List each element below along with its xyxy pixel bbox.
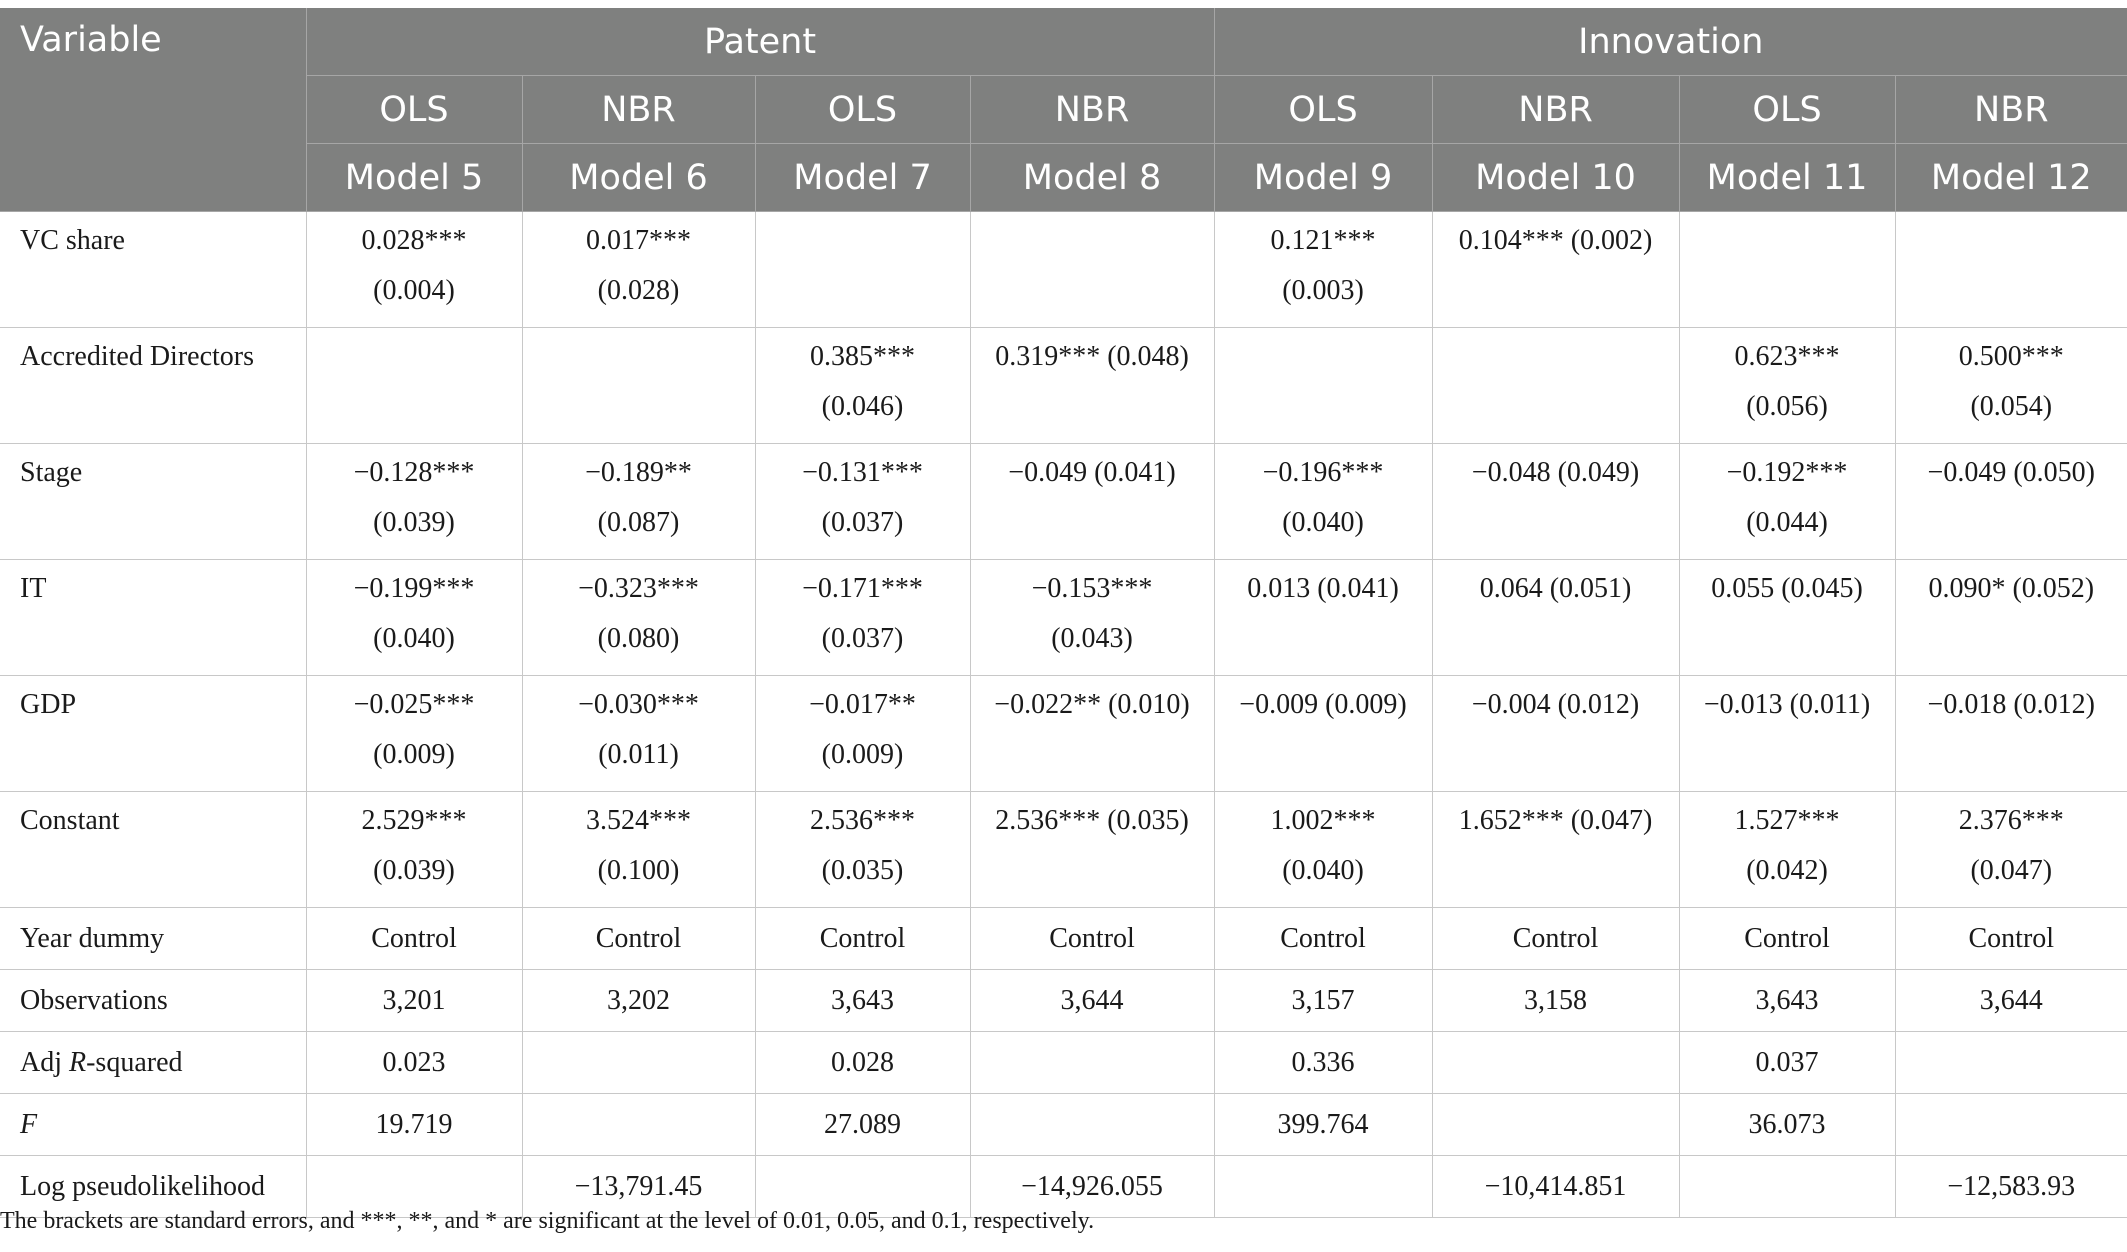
standard-error-value: (0.040): [1282, 507, 1364, 538]
coefficient-value: −0.049 (0.050): [1927, 457, 2095, 488]
coefficient-value: 1.527***: [1734, 805, 1840, 836]
model-header: Model 9: [1214, 144, 1432, 212]
table-cell: [1432, 676, 1679, 792]
row-label: Constant: [0, 792, 306, 908]
coefficient-value: −0.323***: [578, 573, 699, 604]
table-cell: [755, 444, 970, 560]
table-cell: [1432, 212, 1679, 328]
table-row: [0, 970, 2127, 1032]
coefficient-value: 2.536***: [810, 805, 915, 836]
coefficient-value: −0.049 (0.041): [1008, 457, 1176, 488]
row-label-italic: R: [69, 1046, 87, 1078]
table-cell: 3,201: [306, 970, 522, 1032]
table-cell: [1679, 560, 1895, 676]
coefficient-value: −0.196***: [1262, 457, 1384, 488]
standard-error-value: (0.100): [597, 855, 680, 886]
variable-header: Variable: [0, 8, 306, 212]
table-cell: [1214, 560, 1432, 676]
table-cell: [306, 444, 522, 560]
standard-error-value: (0.011): [598, 739, 679, 770]
coefficient-value: −0.030***: [578, 689, 699, 720]
coefficient-value: 0.055 (0.045): [1711, 573, 1863, 604]
coefficient-value: 0.013 (0.041): [1247, 573, 1399, 604]
table-row: [0, 560, 2127, 676]
table-cell: [1895, 792, 2127, 908]
method-header: NBR: [522, 76, 755, 144]
method-header: NBR: [1895, 76, 2127, 144]
table-cell: [522, 792, 755, 908]
standard-error-value: (0.040): [373, 623, 455, 654]
table-cell: [306, 212, 522, 328]
table-cell: 19.719: [306, 1094, 522, 1156]
row-label: GDP: [0, 676, 306, 792]
standard-error-value: (0.009): [821, 739, 904, 770]
standard-error-value: (0.047): [1970, 855, 2053, 886]
coefficient-value: 0.121***: [1270, 225, 1376, 256]
table-cell: [1895, 212, 2127, 328]
table-cell: 3,202: [522, 970, 755, 1032]
coefficient-value: 1.002***: [1270, 805, 1376, 836]
coefficient-value: −0.013 (0.011): [1703, 689, 1871, 720]
coefficient-value: −0.171***: [802, 573, 923, 604]
standard-error-value: (0.080): [597, 623, 680, 654]
table-cell: [1214, 444, 1432, 560]
coefficient-value: −0.131***: [802, 457, 923, 488]
method-header: NBR: [1432, 76, 1679, 144]
table-cell: [522, 1032, 755, 1094]
row-label: Accredited Directors: [0, 328, 306, 444]
row-label: Year dummy: [0, 908, 306, 970]
table-cell: 27.089: [755, 1094, 970, 1156]
coefficient-value: −0.189**: [585, 457, 692, 488]
table-header: [0, 8, 2127, 212]
model-header: Model 10: [1432, 144, 1679, 212]
table-cell: [522, 444, 755, 560]
row-label: IT: [0, 560, 306, 676]
standard-error-value: (0.037): [821, 507, 904, 538]
table-cell: 399.764: [1214, 1094, 1432, 1156]
model-header: Model 5: [306, 144, 522, 212]
table-cell: 3,157: [1214, 970, 1432, 1032]
table-cell: Control: [522, 908, 755, 970]
coefficient-value: −0.009 (0.009): [1239, 689, 1407, 720]
coefficient-value: 0.385***: [810, 341, 915, 372]
table-cell: 0.023: [306, 1032, 522, 1094]
standard-error-value: (0.043): [1051, 623, 1133, 654]
table-cell: [1895, 560, 2127, 676]
coefficient-value: −0.048 (0.049): [1471, 457, 1640, 488]
group-header-innovation: Innovation: [1214, 8, 2127, 76]
coefficient-value: −0.017**: [809, 689, 916, 720]
table-cell: [522, 1094, 755, 1156]
table-cell: −10,414.851: [1432, 1156, 1679, 1218]
model-header: Model 7: [755, 144, 970, 212]
row-label-part: -squared: [86, 1046, 183, 1078]
standard-error-value: (0.037): [821, 623, 904, 654]
table-cell: −14,926.055: [970, 1156, 1214, 1218]
coefficient-value: 0.028***: [361, 225, 467, 256]
table-cell: [970, 792, 1214, 908]
table-cell: Control: [755, 908, 970, 970]
coefficient-value: −0.025***: [353, 689, 475, 720]
table-row: [0, 676, 2127, 792]
table-cell: [306, 560, 522, 676]
table-cell: [1432, 1094, 1679, 1156]
table-cell: [1895, 676, 2127, 792]
row-label: VC share: [0, 212, 306, 328]
table-cell: [1432, 792, 1679, 908]
table-cell: 0.037: [1679, 1032, 1895, 1094]
standard-error-value: (0.009): [373, 739, 455, 770]
table-cell: [1895, 328, 2127, 444]
table-cell: 36.073: [1679, 1094, 1895, 1156]
table-cell: [522, 560, 755, 676]
table-cell: [970, 560, 1214, 676]
group-header-patent: Patent: [306, 8, 1214, 76]
coefficient-value: −0.128***: [353, 457, 475, 488]
coefficient-value: 2.529***: [361, 805, 467, 836]
table-cell: [1432, 444, 1679, 560]
coefficient-value: 0.500***: [1958, 341, 2064, 372]
row-label: [0, 1094, 306, 1156]
table-cell: [1214, 328, 1432, 444]
table-footnote: The brackets are standard errors, and ***, **, and * are significant at the level of 0.01, 0.05, and 0.1, respectively.: [0, 1208, 1095, 1234]
standard-error-value: (0.039): [373, 507, 455, 538]
table-cell: [1679, 676, 1895, 792]
row-label: [0, 1032, 306, 1094]
table-cell: [1214, 212, 1432, 328]
table-cell: Control: [306, 908, 522, 970]
standard-error-value: (0.054): [1970, 391, 2053, 422]
table-cell: −12,583.93: [1895, 1156, 2127, 1218]
table-cell: −13,791.45: [522, 1156, 755, 1218]
table-row: [0, 328, 2127, 444]
standard-error-value: (0.087): [597, 507, 680, 538]
table-cell: [1432, 328, 1679, 444]
standard-error-value: (0.040): [1282, 855, 1364, 886]
table-cell: [970, 444, 1214, 560]
method-header: OLS: [1214, 76, 1432, 144]
table-cell: 3,158: [1432, 970, 1679, 1032]
method-header: OLS: [755, 76, 970, 144]
table-cell: 3,644: [1895, 970, 2127, 1032]
table-cell: [522, 328, 755, 444]
table-cell: [1679, 792, 1895, 908]
coefficient-value: 0.090* (0.052): [1928, 573, 2095, 604]
table-cell: [306, 676, 522, 792]
table-cell: [1895, 1094, 2127, 1156]
coefficient-value: 3.524***: [586, 805, 691, 836]
table-cell: [306, 792, 522, 908]
table-cell: [522, 676, 755, 792]
table-cell: [970, 676, 1214, 792]
standard-error-value: (0.046): [821, 391, 904, 422]
table-cell: [306, 328, 522, 444]
row-label: Log pseudolikelihood: [0, 1156, 306, 1218]
table-cell: [1432, 1032, 1679, 1094]
coefficient-value: −0.018 (0.012): [1927, 689, 2095, 720]
table-cell: [755, 212, 970, 328]
standard-error-value: (0.039): [373, 855, 455, 886]
table-row: [0, 1094, 2127, 1156]
coefficient-value: −0.004 (0.012): [1471, 689, 1640, 720]
coefficient-value: −0.022** (0.010): [994, 689, 1190, 720]
table-cell: Control: [970, 908, 1214, 970]
table-cell: [1679, 328, 1895, 444]
table-cell: [755, 792, 970, 908]
table-cell: [1895, 1032, 2127, 1094]
row-label-part: Adj: [20, 1046, 69, 1078]
row-label-italic: F: [20, 1108, 38, 1140]
row-label: Observations: [0, 970, 306, 1032]
regression-table: [0, 8, 2127, 1218]
table-cell: [1214, 792, 1432, 908]
coefficient-value: 2.536*** (0.035): [995, 805, 1189, 836]
table-cell: Control: [1432, 908, 1679, 970]
table-cell: [755, 560, 970, 676]
table-cell: 0.028: [755, 1032, 970, 1094]
table-cell: Control: [1895, 908, 2127, 970]
standard-error-value: (0.056): [1746, 391, 1828, 422]
model-header: Model 12: [1895, 144, 2127, 212]
coefficient-value: 2.376***: [1958, 805, 2064, 836]
table-row: [0, 1032, 2127, 1094]
coefficient-value: 0.104*** (0.002): [1458, 225, 1653, 256]
coefficient-value: −0.199***: [353, 573, 475, 604]
table-cell: [970, 328, 1214, 444]
table-cell: Control: [1214, 908, 1432, 970]
table-body: [0, 212, 2127, 1218]
table-cell: 3,643: [1679, 970, 1895, 1032]
table-cell: [755, 328, 970, 444]
table-row: [0, 908, 2127, 970]
table-cell: 0.336: [1214, 1032, 1432, 1094]
method-header: OLS: [306, 76, 522, 144]
table-cell: [1679, 444, 1895, 560]
model-header: Model 6: [522, 144, 755, 212]
table-cell: [1895, 444, 2127, 560]
standard-error-value: (0.042): [1746, 855, 1828, 886]
model-header: Model 8: [970, 144, 1214, 212]
table-cell: [755, 676, 970, 792]
coefficient-value: −0.153***: [1031, 573, 1153, 604]
table-cell: 3,644: [970, 970, 1214, 1032]
standard-error-value: (0.003): [1282, 275, 1364, 306]
method-header: OLS: [1679, 76, 1895, 144]
table-cell: 3,643: [755, 970, 970, 1032]
table-row: [0, 212, 2127, 328]
coefficient-value: −0.192***: [1726, 457, 1848, 488]
table-cell: Control: [1679, 908, 1895, 970]
coefficient-value: 0.623***: [1734, 341, 1840, 372]
table-row: [0, 792, 2127, 908]
regression-table-container: [0, 8, 2127, 1218]
standard-error-value: (0.044): [1746, 507, 1828, 538]
table-cell: [522, 212, 755, 328]
standard-error-value: (0.035): [821, 855, 904, 886]
table-cell: [970, 212, 1214, 328]
table-cell: [1214, 676, 1432, 792]
table-row: [0, 444, 2127, 560]
table-cell: [1679, 212, 1895, 328]
method-header: NBR: [970, 76, 1214, 144]
table-cell: [1432, 560, 1679, 676]
standard-error-value: (0.028): [597, 275, 680, 306]
standard-error-value: (0.004): [373, 275, 455, 306]
model-header: Model 11: [1679, 144, 1895, 212]
table-cell: [970, 1032, 1214, 1094]
coefficient-value: 1.652*** (0.047): [1458, 805, 1653, 836]
coefficient-value: 0.319*** (0.048): [995, 341, 1189, 372]
coefficient-value: 0.064 (0.051): [1479, 573, 1632, 604]
table-cell: [970, 1094, 1214, 1156]
row-label: Stage: [0, 444, 306, 560]
coefficient-value: 0.017***: [586, 225, 691, 256]
